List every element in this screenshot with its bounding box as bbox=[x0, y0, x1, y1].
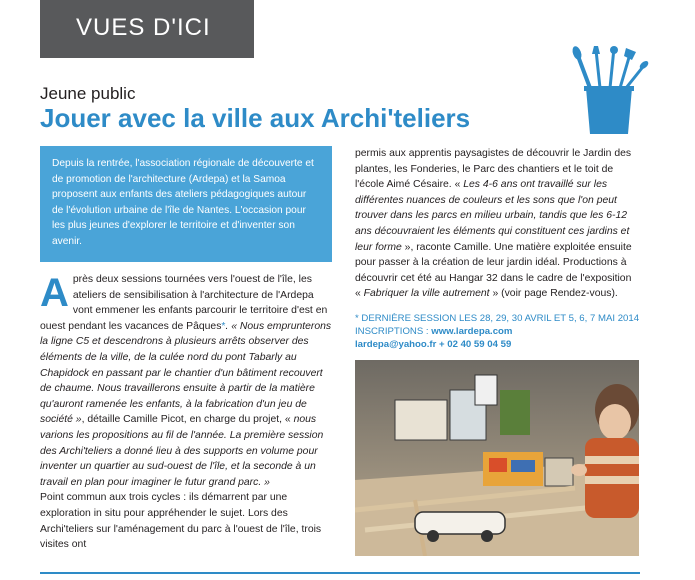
workshop-photo bbox=[355, 360, 639, 556]
section-label: VUES D'ICI bbox=[76, 14, 211, 41]
tools-in-pot-icon bbox=[570, 44, 650, 136]
body-column-left bbox=[40, 272, 332, 553]
intro-box bbox=[40, 146, 332, 262]
paragraph-1 bbox=[40, 272, 332, 490]
inscriptions-label: INSCRIPTIONS : bbox=[355, 326, 432, 337]
article-kicker: Jeune public bbox=[40, 84, 136, 103]
body-text: » (voir page Rendez-vous). bbox=[489, 288, 618, 300]
drop-cap: A bbox=[40, 271, 69, 315]
body-column-right bbox=[355, 146, 639, 302]
quote-text: nous varions les propositions au fil de l'année. La première session des Archi'teliers a donné lieu à des supports en volume pour inventer un quartier au sud-ouest de l'île, et la seconde à un travail en plan pour imaginer le futur grand parc. » bbox=[40, 414, 324, 488]
quote-text: Les 4-6 ans ont travaillé sur les différentes nuances de couleurs et les sons que l'on peut trouver dans les parcs en milieu urbain, tandis que les 6-12 ans découvraient les éléments qui constituent ces jardins et leur forme bbox=[355, 179, 630, 253]
section-header-tab bbox=[40, 0, 254, 58]
workshop-photo-illustration bbox=[355, 360, 639, 556]
body-text: près deux sessions tournées vers l'ouest de l'île, les ateliers de sensibilisation à l'architecture de l'Ardepa vont emmener les enfants parcourir le territoire d'est en ouest pendant les vacances de Pâques bbox=[40, 274, 328, 332]
paragraph-3 bbox=[355, 146, 639, 302]
exhibition-title: Fabriquer la ville autrement bbox=[363, 288, 490, 300]
contact-line[interactable]: lardepa@yahoo.fr + 02 40 59 04 59 bbox=[355, 339, 512, 350]
info-block bbox=[355, 312, 645, 351]
body-text: », raconte Camille. Une matière exploitée ensuite pour passer à la création de leur jardin idéal. Productions à découvrir cet été au Hangar 32 dans le cadre de l'exposition « bbox=[355, 241, 632, 300]
body-text: , détaille Camille Picot, en charge du projet, « bbox=[81, 414, 294, 426]
footnote-marker: * bbox=[221, 320, 226, 332]
paragraph-2: Point commun aux trois cycles : ils démarrent par une exploration in situ pour appréhender le sujet. Lors des Archi'teliers sur l'aménagement du parc à l'ouest de l'île, trois visites ont bbox=[40, 492, 322, 551]
intro-text: Depuis la rentrée, l'association régionale de découverte et de promotion de l'architecture (Ardepa) et la Samoa proposent aux enfants des ateliers pédagogiques autour de l'évolution urbaine de l'île de Nantes. L'occasion pour les plus jeunes d'explorer le territoire et d'inventer son avenir. bbox=[52, 158, 314, 247]
website-link[interactable]: www.lardepa.com bbox=[431, 326, 513, 337]
session-dates: * DERNIÈRE SESSION LES 28, 29, 30 AVRIL ET 5, 6, 7 MAI 2014 bbox=[355, 313, 640, 324]
article-title: Jouer avec la ville aux Archi'teliers bbox=[40, 103, 471, 133]
inscriptions-line bbox=[355, 325, 645, 338]
body-text: permis aux apprentis paysagistes de découvrir le Jardin des plantes, les Fonderies, le Parc des chantiers et le toit de l'école Aimé Césaire. « bbox=[355, 148, 632, 191]
footer-rule bbox=[40, 572, 640, 574]
quote-text: . « Nous emprunterons la ligne C5 et descendrons à plusieurs arrêts observer des éléments de la ville, de la culée nord du pont Tabarly au Chapidock en passant par le chantier d'un bâtiment recouvert de chaume. Nous travaillerons ensuite à partir de la matière qu'auront ramenée les enfants, à la fabrication d'un jeu de société » bbox=[40, 320, 332, 426]
